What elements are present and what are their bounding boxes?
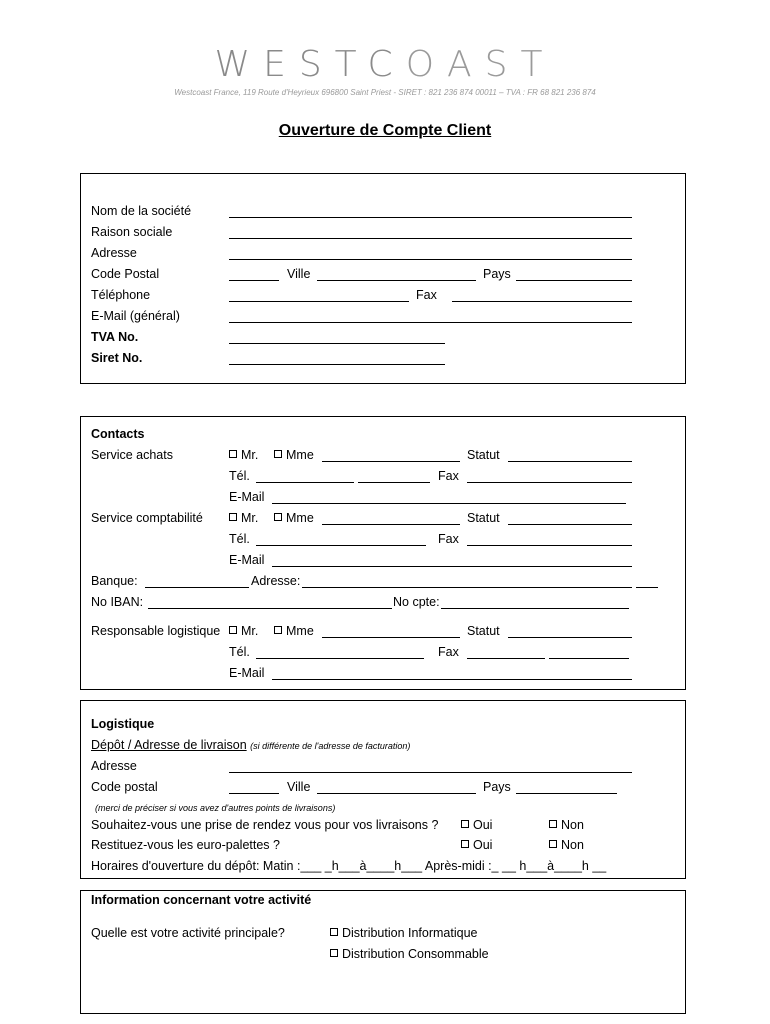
horaires-line: Horaires d'ouverture du dépôt: Matin :___ _h___à____h___ Après-midi :_ __ h___à____h __ <box>91 859 607 873</box>
label-achats-tel: Tél. <box>229 469 250 483</box>
field-logist-fax[interactable] <box>467 658 545 659</box>
field-fax[interactable] <box>452 301 632 302</box>
label-banque: Banque: <box>91 574 138 588</box>
field-banque-adresse-2[interactable] <box>636 587 658 588</box>
achats-mr-checkbox[interactable] <box>229 448 258 462</box>
contacts-heading: Contacts <box>91 427 145 441</box>
rdv-oui-checkbox[interactable] <box>461 818 492 832</box>
label-logist-tel: Tél. <box>229 645 250 659</box>
activite-question: Quelle est votre activité principale? <box>91 926 285 940</box>
checkbox-icon <box>461 840 469 848</box>
compta-mme-label: Mme <box>286 511 314 525</box>
logistique-heading: Logistique <box>91 717 155 731</box>
palettes-non-checkbox[interactable] <box>549 838 584 852</box>
checkbox-icon <box>229 513 237 521</box>
label-logist-email: E-Mail <box>229 666 265 680</box>
palettes-oui-checkbox[interactable] <box>461 838 492 852</box>
achats-mme-label: Mme <box>286 448 314 462</box>
checkbox-icon <box>461 820 469 828</box>
label-fax: Fax <box>416 288 437 302</box>
field-ville[interactable] <box>317 280 476 281</box>
label-ville: Ville <box>287 267 311 281</box>
field-tva[interactable] <box>229 343 445 344</box>
label-depot-code-postal: Code postal <box>91 780 158 794</box>
label-service-comptabilite: Service comptabilité <box>91 511 203 525</box>
palettes-question: Restituez-vous les euro-palettes ? <box>91 838 280 852</box>
compta-mme-checkbox[interactable] <box>274 511 314 525</box>
livraison-note: (merci de préciser si vous avez d'autres points de livraisons) <box>95 803 336 813</box>
westcoast-logo <box>0 44 770 85</box>
option1-label: Distribution Informatique <box>342 926 478 940</box>
label-email-general: E-Mail (général) <box>91 309 180 323</box>
depot-note: (si différente de l'adresse de facturation) <box>250 741 411 751</box>
field-compta-fax[interactable] <box>467 545 632 546</box>
field-compta-name[interactable] <box>322 524 460 525</box>
field-telephone[interactable] <box>229 301 409 302</box>
label-achats-statut: Statut <box>467 448 500 462</box>
label-siret: Siret No. <box>91 351 143 365</box>
field-email-general[interactable] <box>229 322 632 323</box>
option2-label: Distribution Consommable <box>342 947 489 961</box>
checkbox-icon <box>549 840 557 848</box>
field-banque[interactable] <box>145 587 249 588</box>
field-depot-code-postal[interactable] <box>229 793 279 794</box>
label-logist-statut: Statut <box>467 624 500 638</box>
field-banque-adresse[interactable] <box>302 587 632 588</box>
field-compta-tel[interactable] <box>256 545 426 546</box>
field-achats-tel[interactable] <box>256 482 354 483</box>
logist-mme-label: Mme <box>286 624 314 638</box>
field-logist-name[interactable] <box>322 637 460 638</box>
label-depot-pays: Pays <box>483 780 511 794</box>
depot-label: Dépôt / Adresse de livraison <box>91 738 247 752</box>
checkbox-icon <box>274 450 282 458</box>
label-nom-societe: Nom de la société <box>91 204 192 218</box>
label-achats-email: E-Mail <box>229 490 265 504</box>
logist-mr-label: Mr. <box>241 624 259 638</box>
label-responsable-logistique: Responsable logistique <box>91 624 221 638</box>
label-compta-fax: Fax <box>438 532 459 546</box>
label-adresse: Adresse <box>91 246 137 260</box>
field-raison-sociale[interactable] <box>229 238 632 239</box>
field-achats-statut[interactable] <box>508 461 632 462</box>
checkbox-icon <box>229 626 237 634</box>
field-siret[interactable] <box>229 364 445 365</box>
label-achats-fax: Fax <box>438 469 459 483</box>
field-achats-email[interactable] <box>272 503 626 504</box>
option-distribution-consommable[interactable] <box>330 947 489 961</box>
rdv-question: Souhaitez-vous une prise de rendez vous pour vos livraisons ? <box>91 818 439 832</box>
label-depot-ville: Ville <box>287 780 311 794</box>
checkbox-icon <box>274 513 282 521</box>
label-code-postal: Code Postal <box>91 267 160 281</box>
rdv-non-checkbox[interactable] <box>549 818 584 832</box>
label-compta-statut: Statut <box>467 511 500 525</box>
logistique-section <box>80 700 686 879</box>
checkbox-icon <box>549 820 557 828</box>
field-achats-name[interactable] <box>322 461 460 462</box>
field-iban[interactable] <box>148 608 392 609</box>
checkbox-icon <box>330 928 338 936</box>
field-depot-adresse[interactable] <box>229 772 632 773</box>
company-tagline: Westcoast France, 119 Route d'Heyrieux 696800 Saint Priest - SIRET : 821 236 874 00011 – TVA : FR 68 821 236 874 <box>174 88 596 97</box>
label-pays: Pays <box>483 267 511 281</box>
field-depot-ville[interactable] <box>317 793 476 794</box>
label-compta-tel: Tél. <box>229 532 250 546</box>
field-logist-email[interactable] <box>272 679 632 680</box>
achats-mme-checkbox[interactable] <box>274 448 314 462</box>
rdv-oui-label: Oui <box>473 818 493 832</box>
checkbox-icon <box>229 450 237 458</box>
field-logist-tel[interactable] <box>256 658 424 659</box>
label-no-cpte: No cpte: <box>393 595 440 609</box>
palettes-oui-label: Oui <box>473 838 493 852</box>
field-adresse[interactable] <box>229 259 632 260</box>
rdv-non-label: Non <box>561 818 584 832</box>
logo-text-west: WESTC <box>214 44 406 85</box>
field-pays[interactable] <box>516 280 632 281</box>
logo-text-oast: ΟAST <box>405 44 556 85</box>
field-nom-societe[interactable] <box>229 217 632 218</box>
checkbox-icon <box>330 949 338 957</box>
label-tva: TVA No. <box>91 330 139 344</box>
field-logist-fax-2[interactable] <box>549 658 629 659</box>
compta-mr-label: Mr. <box>241 511 259 525</box>
label-service-achats: Service achats <box>91 448 173 462</box>
field-compta-statut[interactable] <box>508 524 632 525</box>
page-title: Ouverture de Compte Client <box>278 122 492 139</box>
label-logist-fax: Fax <box>438 645 459 659</box>
field-compta-email[interactable] <box>272 566 632 567</box>
palettes-non-label: Non <box>561 838 584 852</box>
field-achats-fax[interactable] <box>467 482 632 483</box>
label-telephone: Téléphone <box>91 288 151 302</box>
checkbox-icon <box>274 626 282 634</box>
logist-mr-checkbox[interactable] <box>229 624 258 638</box>
option-distribution-informatique[interactable] <box>330 926 477 940</box>
activite-heading: Information concernant votre activité <box>91 893 312 907</box>
field-depot-pays[interactable] <box>516 793 617 794</box>
label-banque-adresse: Adresse: <box>251 574 301 588</box>
label-raison-sociale: Raison sociale <box>91 225 173 239</box>
field-no-cpte[interactable] <box>441 608 629 609</box>
depot-heading <box>91 738 410 753</box>
logist-mme-checkbox[interactable] <box>274 624 314 638</box>
label-depot-adresse: Adresse <box>91 759 137 773</box>
field-logist-statut[interactable] <box>508 637 632 638</box>
field-achats-tel-2[interactable] <box>358 482 430 483</box>
achats-mr-label: Mr. <box>241 448 259 462</box>
label-iban: No IBAN: <box>91 595 144 609</box>
compta-mr-checkbox[interactable] <box>229 511 258 525</box>
field-code-postal[interactable] <box>229 280 279 281</box>
label-compta-email: E-Mail <box>229 553 265 567</box>
